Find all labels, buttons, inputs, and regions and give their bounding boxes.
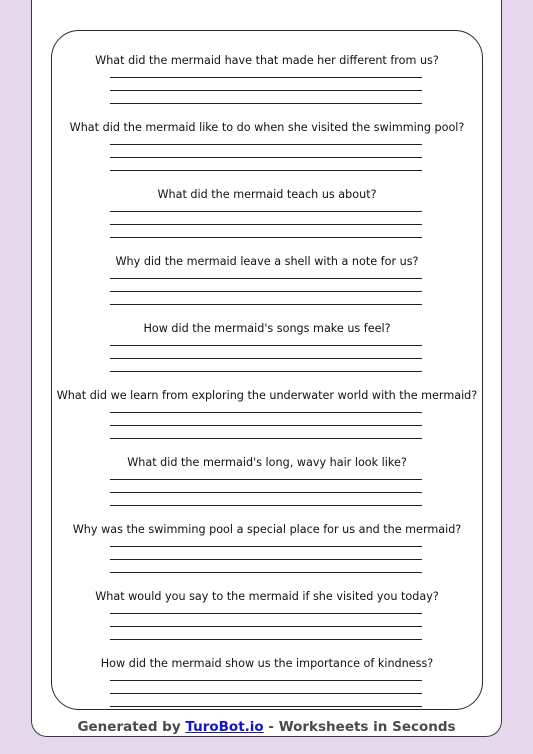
answer-line[interactable] xyxy=(110,706,422,707)
question-item xyxy=(51,231,483,298)
answer-line[interactable] xyxy=(110,90,422,91)
question-item xyxy=(51,298,483,365)
question-item xyxy=(51,97,483,164)
question-text: How did the mermaid show us the importance of kindness? xyxy=(100,657,434,670)
answer-line[interactable] xyxy=(110,680,422,681)
answer-line[interactable] xyxy=(110,546,422,547)
question-text: What did the mermaid's long, wavy hair look like? xyxy=(127,456,407,469)
question-text: What would you say to the mermaid if she visited you today? xyxy=(95,590,439,603)
answer-line[interactable] xyxy=(110,345,422,346)
answer-line[interactable] xyxy=(110,278,422,279)
question-item xyxy=(51,566,483,633)
answer-line[interactable] xyxy=(110,144,422,145)
question-text: What did we learn from exploring the underwater world with the mermaid? xyxy=(56,389,478,402)
question-text: What did the mermaid teach us about? xyxy=(157,188,377,201)
footer-credit xyxy=(0,719,533,735)
answer-line[interactable] xyxy=(110,425,422,426)
question-text: Why was the swimming pool a special place for us and the mermaid? xyxy=(72,523,462,536)
answer-line[interactable] xyxy=(110,157,422,158)
answer-line[interactable] xyxy=(110,412,422,413)
turobot-link[interactable]: TuroBot.io xyxy=(185,719,264,735)
answer-line[interactable] xyxy=(110,224,422,225)
question-item xyxy=(51,432,483,499)
question-item xyxy=(51,633,483,700)
answer-line[interactable] xyxy=(110,613,422,614)
question-item xyxy=(51,365,483,432)
answer-line[interactable] xyxy=(110,693,422,694)
answer-line[interactable] xyxy=(110,559,422,560)
answer-line[interactable] xyxy=(110,358,422,359)
footer-prefix: Generated by xyxy=(77,719,186,735)
question-text: What did the mermaid have that made her different from us? xyxy=(95,54,439,67)
question-item xyxy=(51,30,483,97)
question-item xyxy=(51,164,483,231)
answer-line[interactable] xyxy=(110,77,422,78)
question-text: How did the mermaid's songs make us feel? xyxy=(143,322,391,335)
answer-line[interactable] xyxy=(110,479,422,480)
answer-line[interactable] xyxy=(110,492,422,493)
answer-line[interactable] xyxy=(110,291,422,292)
footer-suffix: - Worksheets in Seconds xyxy=(263,719,456,735)
question-item xyxy=(51,499,483,566)
answer-line[interactable] xyxy=(110,211,422,212)
question-text: What did the mermaid like to do when she visited the swimming pool? xyxy=(69,121,465,134)
answer-line[interactable] xyxy=(110,626,422,627)
question-text: Why did the mermaid leave a shell with a note for us? xyxy=(115,255,419,268)
